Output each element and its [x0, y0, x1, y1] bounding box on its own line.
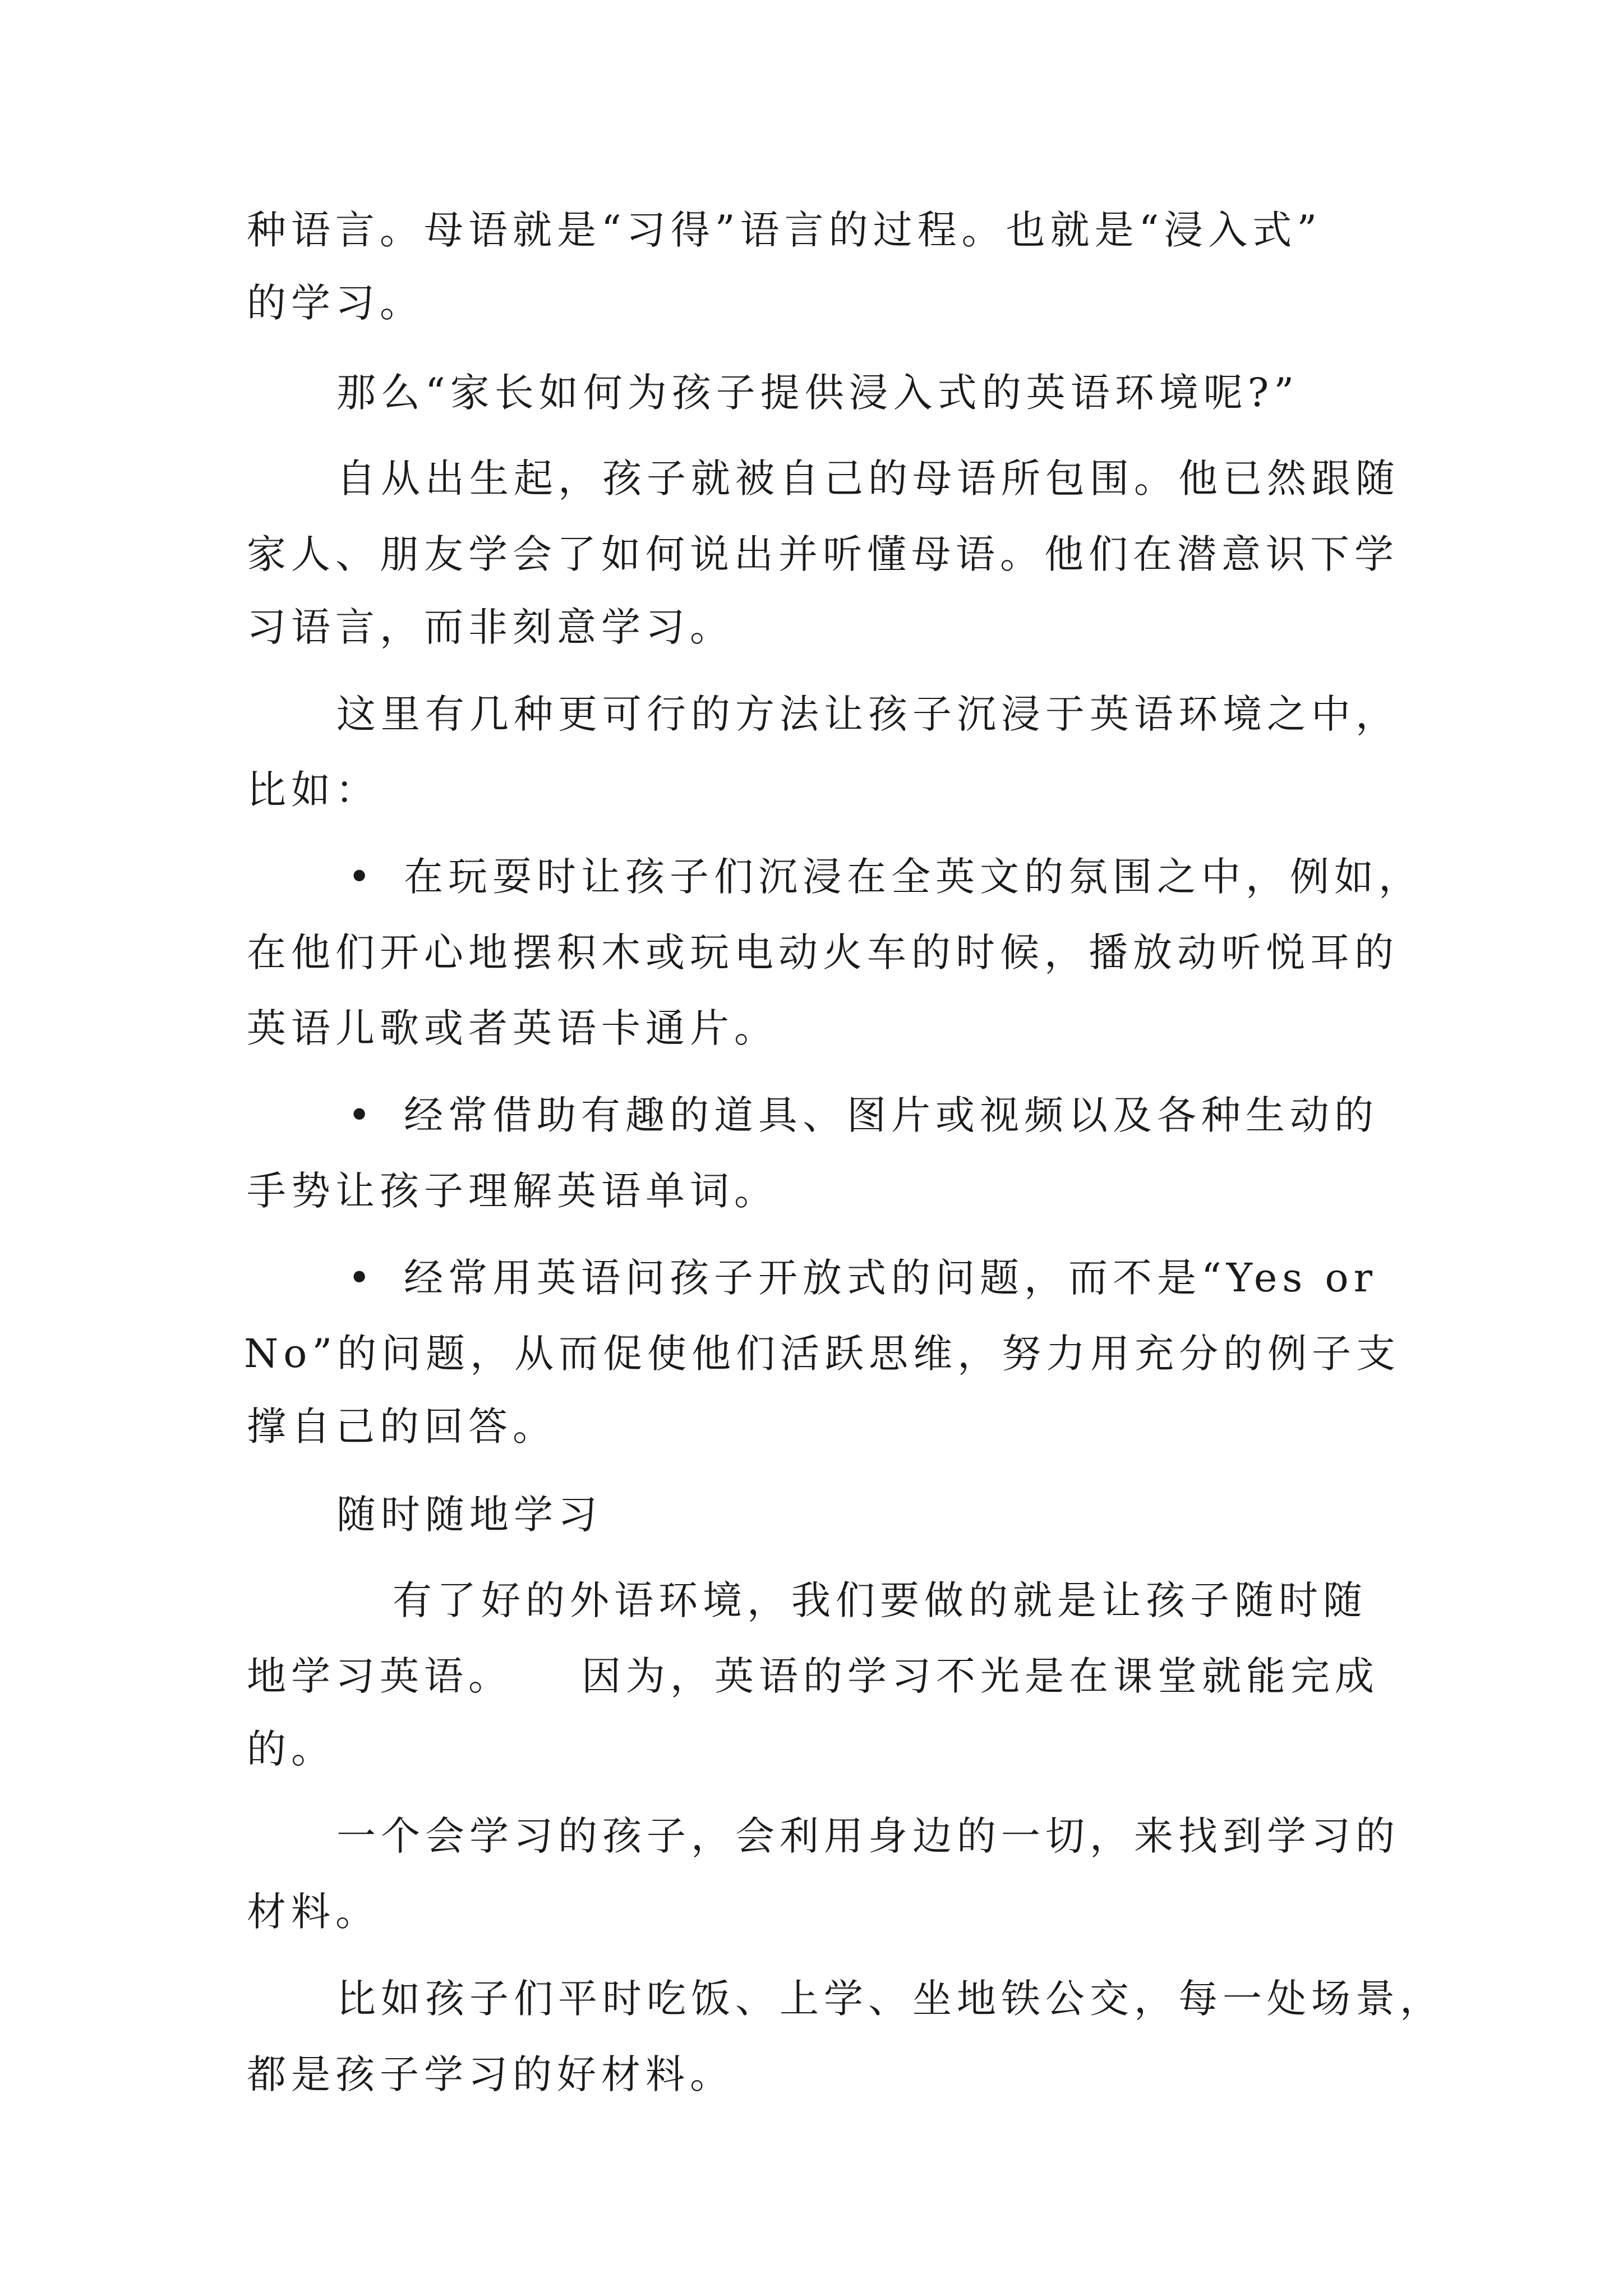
text-line: 材料。 [247, 1889, 380, 1935]
text-line: 有了好的外语环境，我们要做的就是让孩子随时随 [393, 1577, 1367, 1623]
bullet-text: 经常借助有趣的道具、图片或视频以及各种生动的 [404, 1092, 1378, 1138]
text-line: 自从出生起，孩子就被自己的母语所包围。他已然跟随 [336, 455, 1400, 501]
text-line: 家人、朋友学会了如何说出并听懂母语。他们在潜意识下学 [247, 531, 1399, 577]
text-line: 的学习。 [247, 280, 424, 326]
text-line: 撑自己的回答。 [247, 1404, 557, 1450]
bullet-icon: • [348, 1092, 376, 1138]
bullet-item [247, 1093, 1378, 1138]
section-heading: 随时随地学习 [336, 1492, 602, 1538]
bullet-text: 经常用英语问孩子开放式的问题，而不是“Yes or [404, 1255, 1378, 1301]
text-line: No”的问题，从而促使他们活跃思维，努力用充分的例子支 [244, 1331, 1401, 1377]
bullet-item [247, 1255, 1377, 1300]
bullet-text: 在玩耍时让孩子们沉浸在全英文的氛围之中，例如， [404, 854, 1423, 900]
text-line: 这里有几种更可行的方法让孩子沉浸于英语环境之中， [336, 691, 1400, 737]
text-line: 一个会学习的孩子，会利用身边的一切，来找到学习的 [336, 1813, 1400, 1859]
text-line: 习语言，而非刻意学习。 [247, 604, 734, 650]
text-line: 英语儿歌或者英语卡通片。 [247, 1005, 778, 1051]
text-line: 比如孩子们平时吃饭、上学、坐地铁公交，每一处场景， [336, 1976, 1444, 2022]
bullet-item [247, 854, 1423, 899]
text-line: 那么“家长如何为孩子提供浸入式的英语环境呢?” [336, 370, 1299, 416]
bullet-icon: • [348, 1255, 376, 1301]
text-line: 手势让孩子理解英语单词。 [247, 1168, 778, 1214]
text-line: 的。 [247, 1726, 335, 1772]
text-line: 地学习英语。 因为，英语的学习不光是在课堂就能完成 [247, 1653, 1379, 1699]
text-line: 在他们开心地摆积木或玩电动火车的时候，播放动听悦耳的 [247, 930, 1399, 976]
text-line: 比如： [247, 767, 380, 813]
text-line: 种语言。母语就是“习得”语言的过程。也就是“浸入式” [247, 207, 1322, 253]
text-line: 都是孩子学习的好材料。 [247, 2051, 734, 2097]
bullet-icon: • [348, 854, 376, 900]
